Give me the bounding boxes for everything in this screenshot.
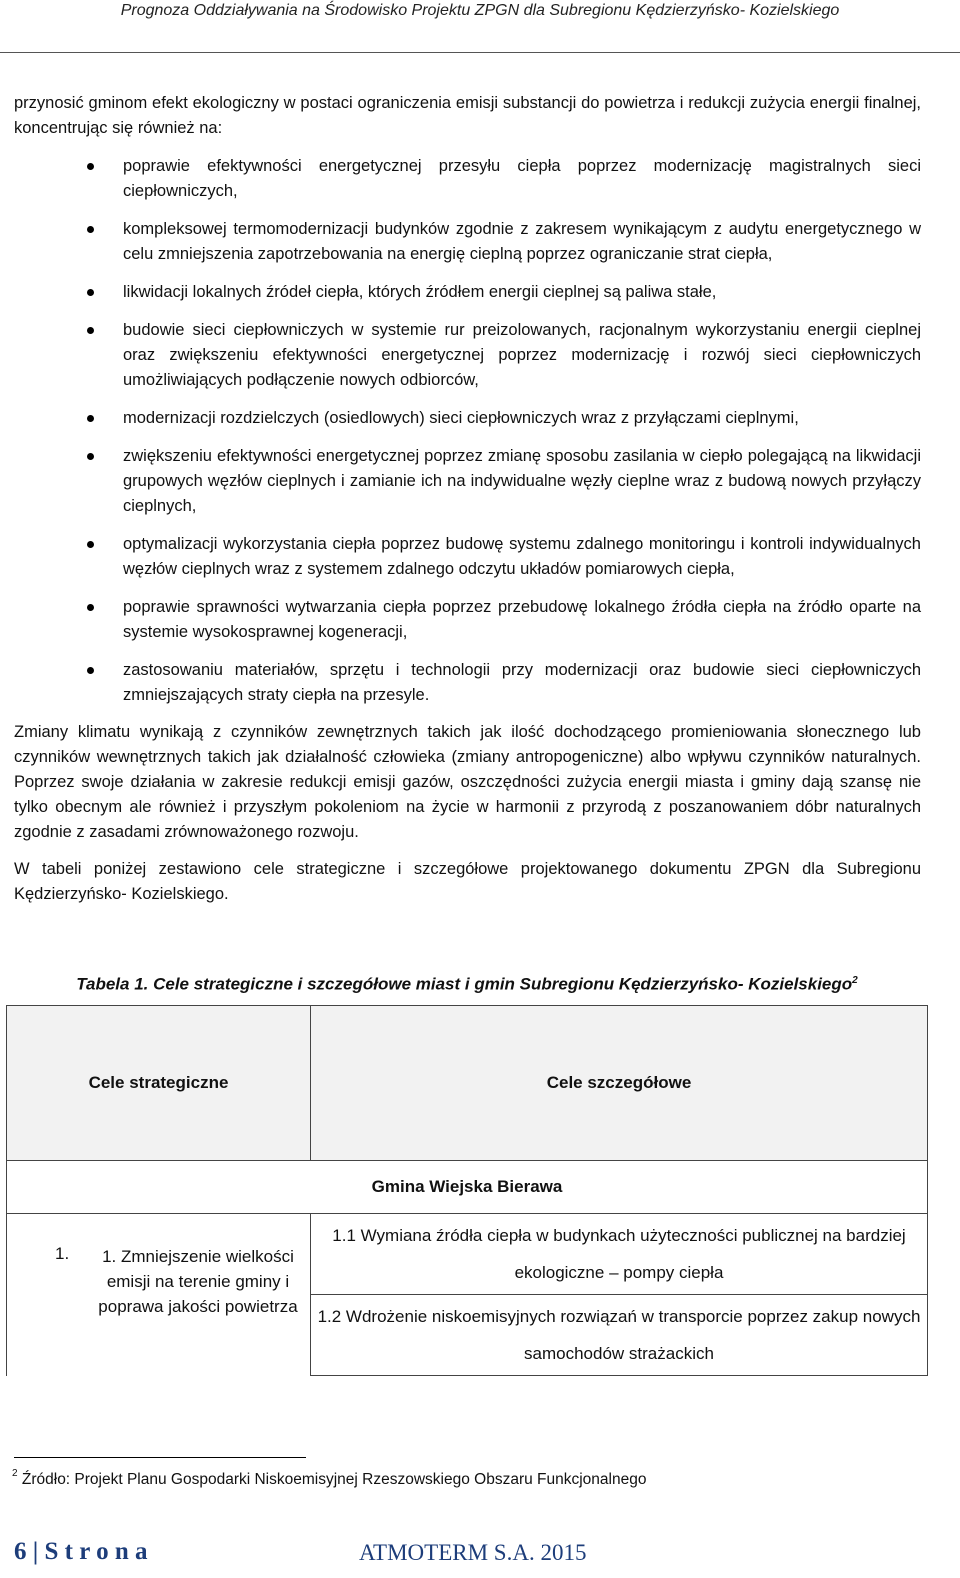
- header-title: Prognoza Oddziaływania na Środowisko Projektu ZPGN dla Subregionu Kędzierzyńsko- Kozielskiego: [120, 2, 840, 19]
- table-header-row: [7, 1006, 928, 1161]
- bullet-icon: [87, 163, 94, 170]
- table-row: [7, 1161, 928, 1214]
- list-item: budowie sieci ciepłowniczych w systemie rur preizolowanych, racjonalnym wykorzystaniu energii cieplnej oraz zwiększeniu efektywności energetycznej poprzez modernizację i rozwój sieci ciepłowniczych umożliwiających podłączenie nowych odbiorców,: [14, 318, 921, 393]
- header-divider: [0, 52, 960, 53]
- page-footer: [0, 1538, 960, 1574]
- strategic-goal-cell: [7, 1214, 311, 1376]
- main-content: [14, 91, 921, 907]
- gmina-name: Gmina Wiejska Bierawa: [7, 1161, 928, 1214]
- list-item: optymalizacji wykorzystania ciepła poprzez budowę systemu zdalnego monitoringu i kontroli indywidualnych węzłów cieplnych wraz z systemem zdalnego odczytu układów pomiarowych ciepła,: [14, 532, 921, 582]
- bullet-icon: [87, 604, 94, 611]
- footnote-divider: [14, 1457, 306, 1458]
- list-item: zwiększeniu efektywności energetycznej poprzez zmianę sposobu zasilania w ciepło polegającą na likwidacji grupowych węzłów cieplnych i zamianie ich na indywidualne węzły cieplne wraz z budową nowych przyłączy cieplnych,: [14, 444, 921, 519]
- table-row: [7, 1214, 928, 1295]
- list-item: likwidacji lokalnych źródeł ciepła, których źródłem energii cieplnej są paliwa stałe,: [14, 280, 921, 305]
- company-name: ATMOTERM S.A. 2015: [359, 1540, 587, 1565]
- detailed-goal: 1.2 Wdrożenie niskoemisyjnych rozwiązań w transporcie poprzez zakup nowych samochodów strażackich: [311, 1295, 928, 1376]
- intro-paragraph: przynosić gminom efekt ekologiczny w postaci ograniczenia emisji substancji do powietrza i redukcji zużycia energii finalnej, koncentrując się również na:: [14, 94, 921, 137]
- bullet-icon: [87, 667, 94, 674]
- list-item: kompleksowej termomodernizacji budynków zgodnie z zakresem wynikającym z audytu energetycznego w celu zmniejszenia zapotrzebowania na energię cieplną poprzez ograniczanie strat ciepła,: [14, 217, 921, 267]
- table-caption: Tabela 1. Cele strategiczne i szczegółowe miast i gmin Subregionu Kędzierzyńsko- Kozielskiego$^2$: [76, 974, 858, 994]
- list-item: modernizacji rozdzielczych (osiedlowych) sieci ciepłowniczych wraz z przyłączami cieplnymi,: [14, 406, 921, 431]
- list-item: poprawie efektywności energetycznej przesyłu ciepła poprzez modernizację magistralnych sieci ciepłowniczych,: [14, 154, 921, 204]
- bullet-icon: [87, 226, 94, 233]
- page-header: [0, 0, 960, 52]
- bullet-icon: [87, 541, 94, 548]
- bullet-icon: [87, 327, 94, 334]
- table-intro-paragraph: W tabeli poniżej zestawiono cele strategiczne i szczegółowe projektowanego dokumentu ZPGN dla Subregionu Kędzierzyńsko- Kozielskiego.: [14, 860, 921, 903]
- list-item: poprawie sprawności wytwarzania ciepła poprzez przebudowę lokalnego źródła ciepła na źródło oparte na systemie wysokosprawnej kogeneracji,: [14, 595, 921, 645]
- strategic-goal-text: 1. Zmniejszenie wielkości emisji na terenie gminy i poprawa jakości powietrza: [98, 1247, 298, 1316]
- bullet-icon: [87, 289, 94, 296]
- goals-table: [6, 1005, 928, 1376]
- detailed-goal: 1.1 Wymiana źródła ciepła w budynkach użyteczności publicznej na bardziej ekologiczne – pompy ciepła: [311, 1214, 928, 1295]
- bullet-icon: [87, 415, 94, 422]
- column-header-strategic: Cele strategiczne: [7, 1006, 311, 1161]
- footnote-text: Źródło: Projekt Planu Gospodarki Niskoemisyjnej Rzeszowskiego Obszaru Funkcjonalnego: [21, 1471, 647, 1488]
- bullet-icon: [87, 453, 94, 460]
- footnote-ref: 2: [852, 975, 858, 986]
- footnote-number: 2: [12, 1468, 18, 1479]
- list-item: zastosowaniu materiałów, sprzętu i technologii przy modernizacji oraz budowie sieci ciepłowniczych zmniejszających straty ciepła na przesyle.: [14, 658, 921, 708]
- measures-list: [14, 154, 921, 708]
- climate-paragraph: Zmiany klimatu wynikają z czynników zewnętrznych takich jak ilość dochodzącego promieniowania słonecznego lub czynników wewnętrznych takich jak działalność człowieka (zmiany antropogeniczne) albo wpływu czynników naturalnych. Poprzez swoje działania w zakresie redukcji emisji gazów, oszczędności zużycia energii miasta i gminy dają szansę nie tylko obecnym ale również i przyszłym pokoleniom na życie w harmonii z przyrodą z poszanowaniem dóbr naturalnych zgodnie z zasadami zrównoważonego rozwoju.: [14, 723, 921, 841]
- page-number-label: 6 | S t r o n a: [14, 1538, 148, 1565]
- footnote: [12, 1468, 646, 1489]
- column-header-detailed: Cele szczegółowe: [311, 1006, 928, 1161]
- strategic-goal-number: 1.: [55, 1244, 70, 1263]
